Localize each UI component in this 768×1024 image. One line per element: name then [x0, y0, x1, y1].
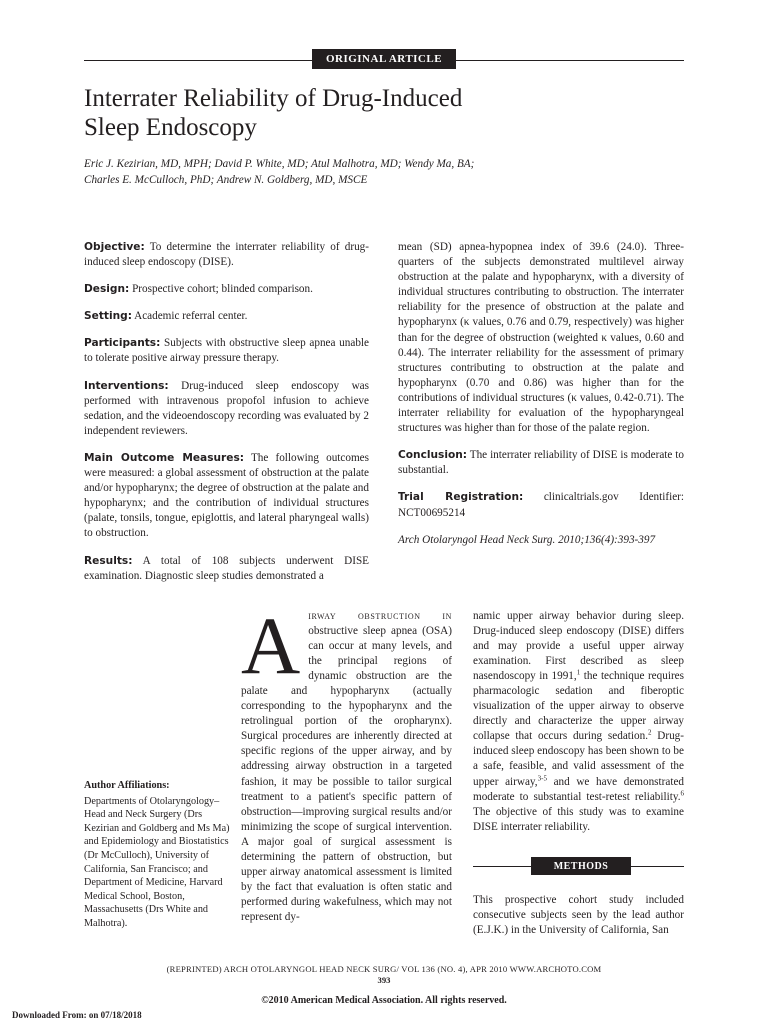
- intro-text-1: namic upper airway behavior during sleep. Drug-induced sleep endoscopy (DISE) differs and may provide a useful upper airway examination. First described as sleep nasendoscopy in 1991,: [473, 610, 684, 683]
- section-label: ORIGINAL ARTICLE: [312, 49, 456, 69]
- abstract-design: [84, 282, 369, 297]
- participants-label: Participants:: [84, 337, 161, 350]
- abstract-conclusion: [398, 448, 684, 478]
- abstract-right-column: [398, 240, 684, 560]
- methods-rule-right: [631, 866, 684, 867]
- affiliations-text: Departments of Otolaryngology–Head and Neck Surgery (Drs Kezirian and Goldberg and Ms Ma) and Epidemiology and Biostatistics (Dr McCulloch), University of California, San Francisco; and Department of Medicine, Harvard Medical School, Boston, Massachusetts (Drs White and Malhotra).: [84, 795, 230, 929]
- author-affiliations: [84, 779, 234, 931]
- page-number: 393: [377, 975, 391, 985]
- copyright-notice: ©2010 American Medical Association. All rights reserved.: [261, 995, 507, 1006]
- body-column-1: [241, 600, 452, 925]
- title-line-2: Sleep Endoscopy: [84, 114, 257, 141]
- outcome-label: Main Outcome Measures:: [84, 451, 244, 464]
- trial-label: Trial Registration:: [398, 491, 524, 504]
- journal-footer: (REPRINTED) ARCH OTOLARYNGOL HEAD NECK SURG/ VOL 136 (NO. 4), APR 2010 WWW.ARCHOTO.COM: [166, 964, 602, 974]
- results-continued: mean (SD) apnea-hypopnea index of 39.6 (24.0). Three-quarters of the subjects demonstrated multilevel airway obstruction at the palate and hypopharynx, with a diversity of individual structures contributing to obstruction. The interrater reliability for the presence of obstruction at the palate and hypopharynx (κ values, 0.76 and 0.79, respectively) was higher than for the degree of obstruction (weighted κ values, 0.60 and 0.44). The interrater reliability for the assessment of primary structures contributing to obstruction at the palate and hypopharynx (0.70 and 0.86) was higher than for the contributions of individual structures (κ values, 0.42-0.71). The interrater reliability for evaluation of the hypopharyngeal structures was higher than for those of the palate region.: [398, 241, 684, 435]
- design-text: Prospective cohort; blinded comparison.: [129, 283, 313, 296]
- journal-citation: Arch Otolaryngol Head Neck Surg. 2010;136(4):393-397: [398, 533, 656, 546]
- conclusion-text: The interrater reliability of DISE is moderate to substantial.: [398, 449, 684, 477]
- header-rule-right: [456, 60, 684, 61]
- author-list: [84, 156, 554, 188]
- outcome-text: The following outcomes were measured: a global assessment of obstruction at the palate and/or hypopharynx; the degree of obstruction at the palate and hypopharynx; and the contribution of individual structures (palate, tonsils, tongue, epiglottis, and lateral pharyngeal walls) to obstruction.: [84, 451, 369, 540]
- drop-cap: A: [241, 600, 301, 691]
- objective-label: Objective:: [84, 241, 145, 253]
- body-column-1-text: obstructive sleep apnea (OSA) can occur at many levels, and the principal regions of dynamic obstruction are the palate and hypopharynx (actually corresponding to the hypopharynx and the retrolingual portion of the oropharynx). Surgical procedures are inherently directed at specific regions of the upper airway, and by addressing airway obstruction in a targeted fashion, it may be possible to tailor surgical treatment to a patient's specific pattern of obstruction—improving surgical results and/or minimizing the scope of surgical intervention. A major goal of surgical assessment is determining the pattern of obstruction, but upper airway anatomical assessment is limited by the fact that evaluation is often static and performed during wakefulness, which may not represent dy-: [241, 625, 452, 923]
- design-label: Design:: [84, 283, 130, 296]
- abstract-outcome: [84, 451, 369, 542]
- methods-heading: METHODS: [531, 857, 631, 875]
- results-label: Results:: [84, 554, 133, 567]
- title-line-1: Interrater Reliability of Drug-Induced: [84, 85, 463, 112]
- authors-line-1: Eric J. Kezirian, MD, MPH; David P. White, MD; Atul Malhotra, MD; Wendy Ma, BA;: [84, 158, 475, 170]
- intro-text-4: and we have demonstrated moderate to substantial test-retest reliability.: [473, 775, 685, 803]
- abstract-participants: [84, 336, 369, 366]
- interventions-label: Interventions:: [84, 379, 169, 392]
- trial-text: clinicaltrials.gov Identifier: NCT00695214: [398, 491, 685, 519]
- abstract-left-column: [84, 240, 369, 596]
- authors-line-2: Charles E. McCulloch, PhD; Andrew N. Goldberg, MD, MSCE: [84, 174, 368, 186]
- abstract-results: [84, 554, 369, 584]
- body-column-2: [473, 609, 684, 835]
- setting-label: Setting:: [84, 310, 132, 323]
- ref-3: 3-5: [537, 773, 547, 782]
- ref-1: 1: [576, 668, 581, 677]
- conclusion-label: Conclusion:: [398, 449, 468, 462]
- affiliations-heading: Author Affiliations:: [84, 780, 170, 791]
- intro-text-5: The objective of this study was to examine DISE interrater reliability.: [473, 805, 684, 833]
- abstract-setting: [84, 309, 369, 324]
- results-text: A total of 108 subjects underwent DISE examination. Diagnostic sleep studies demonstrated a: [84, 554, 369, 582]
- opening-words: irway obstruction in: [308, 610, 452, 622]
- intro-text-2: the technique requires pharmacologic sedation and fiberoptic visualization of the upper airway to observe directly and characterize the upper airway collapse that occurs during sedation.: [473, 670, 684, 743]
- objective-text: To determine the interrater reliability of drug-induced sleep endoscopy (DISE).: [84, 241, 369, 269]
- article-title: [84, 84, 604, 142]
- methods-text: This prospective cohort study included consecutive subjects seen by the lead author (E.J.K.) in the University of California, San: [473, 894, 684, 937]
- header-rule-left: [84, 60, 312, 61]
- methods-rule-left: [473, 866, 531, 867]
- ref-2: 2: [648, 728, 652, 737]
- download-stamp: Downloaded From: on 07/18/2018: [12, 1010, 142, 1020]
- interventions-text: Drug-induced sleep endoscopy was performed with intravenous propofol infusion to achieve sedation, and the videoendoscopy recording was evaluated by 2 independent reviewers.: [84, 379, 369, 437]
- abstract-objective: [84, 240, 369, 270]
- abstract-trial-registration: [398, 490, 684, 520]
- ref-4: 6: [680, 788, 684, 797]
- participants-text: Subjects with obstructive sleep apnea unable to tolerate positive airway pressure therapy.: [84, 337, 369, 365]
- abstract-interventions: [84, 379, 369, 439]
- setting-text: Academic referral center.: [131, 310, 248, 323]
- intro-text-3: Drug-induced sleep endoscopy has been shown to be a safe, feasible, and valid assessment of the upper airway,: [473, 730, 685, 788]
